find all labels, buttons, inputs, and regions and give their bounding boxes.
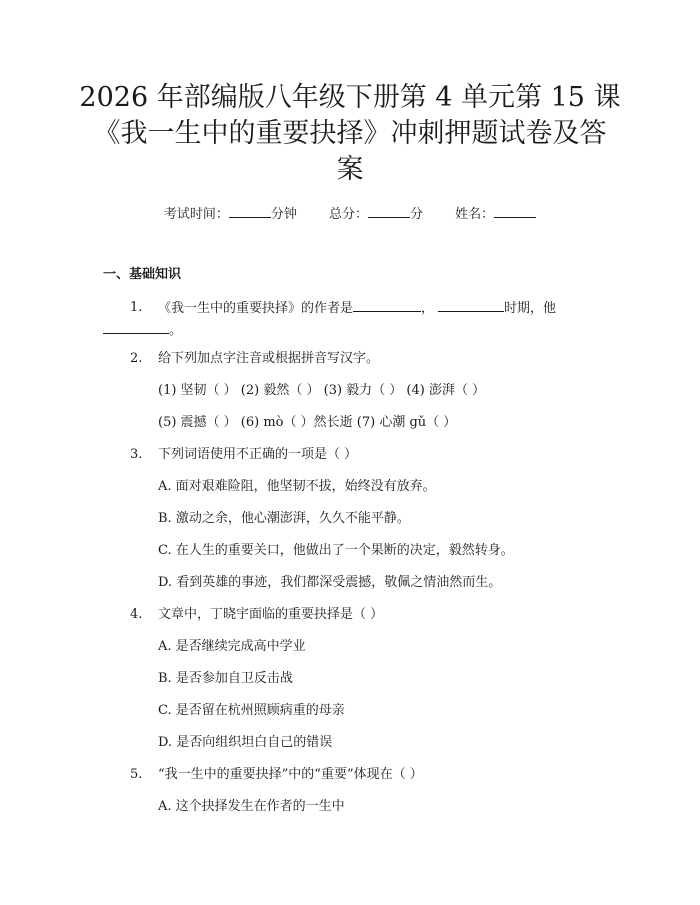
q3-option-a: A. 面对艰难险阻，他坚韧不拔，始终没有放弃。	[158, 479, 436, 494]
q3-option-d: D. 看到英雄的事迹，我们都深受震撼，敬佩之情油然而生。	[158, 575, 502, 590]
q2-row-2: (5) 震撼（ ） (6) mò（ ）然长逝 (7) 心潮 gǔ（ ）	[158, 415, 457, 430]
exam-score-unit: 分	[410, 207, 424, 222]
exam-name	[455, 207, 536, 222]
exam-score	[329, 207, 427, 222]
q2-number: 2.	[130, 351, 143, 366]
q3-number: 3.	[130, 447, 143, 462]
q1-text-c: 时期，他	[504, 301, 557, 316]
q4-option-d: D. 是否向组织坦白自己的错误	[158, 735, 333, 750]
q4-option-c: C. 是否留在杭州照顾病重的母亲	[158, 703, 345, 718]
q5-text: “我一生中的重要抉择”中的“重要”体现在（ ）	[158, 767, 423, 782]
exam-score-blank	[368, 205, 410, 218]
q1-number: 1.	[130, 300, 143, 315]
q1-text-cont	[103, 321, 182, 340]
exam-meta	[0, 205, 700, 224]
q4-option-a: A. 是否继续完成高中学业	[158, 639, 306, 654]
q2-text: 给下列加点字注音或根据拼音写汉字。	[158, 351, 380, 366]
section-heading: 一、基础知识	[103, 267, 182, 282]
q1-blank-author	[353, 299, 421, 312]
q5-option-a: A. 这个抉择发生在作者的一生中	[158, 799, 345, 814]
q1-text-d: 。	[169, 323, 183, 338]
q1-text	[158, 299, 556, 318]
q4-number: 4.	[130, 607, 143, 622]
q3-option-c: C. 在人生的重要关口，他做出了一个果断的决定，毅然转身。	[158, 543, 514, 558]
exam-time-label: 考试时间：	[163, 207, 229, 222]
title-line-3: 案	[336, 154, 364, 185]
document-title	[60, 80, 640, 188]
q4-option-b: B. 是否参加自卫反击战	[158, 671, 293, 686]
exam-time-blank	[229, 205, 271, 218]
q1-text-b: ，	[421, 301, 435, 316]
q3-option-b: B. 激动之余，他心潮澎湃，久久不能平静。	[158, 511, 410, 526]
q1-blank-period	[438, 299, 504, 312]
q4-text: 文章中，丁晓宇面临的重要抉择是（ ）	[158, 607, 384, 622]
title-line-2: 《我一生中的重要抉择》冲刺押题试卷及答	[93, 118, 607, 149]
exam-time-unit: 分钟	[270, 207, 297, 222]
exam-name-blank	[494, 205, 536, 218]
exam-time	[164, 207, 301, 222]
exam-score-label: 总分：	[328, 207, 368, 222]
q2-row-1: (1) 坚韧（ ） (2) 毅然（ ） (3) 毅力（ ） (4) 澎湃（ ）	[158, 383, 486, 398]
q1-text-a: 《我一生中的重要抉择》的作者是	[158, 301, 354, 316]
title-line-1: 2026 年部编版八年级下册第 4 单元第 15 课	[79, 82, 621, 113]
q5-number: 5.	[130, 767, 143, 782]
q1-blank-identity	[103, 321, 169, 334]
q3-text: 下列词语使用不正确的一项是（ ）	[158, 447, 358, 462]
exam-name-label: 姓名：	[455, 207, 495, 222]
